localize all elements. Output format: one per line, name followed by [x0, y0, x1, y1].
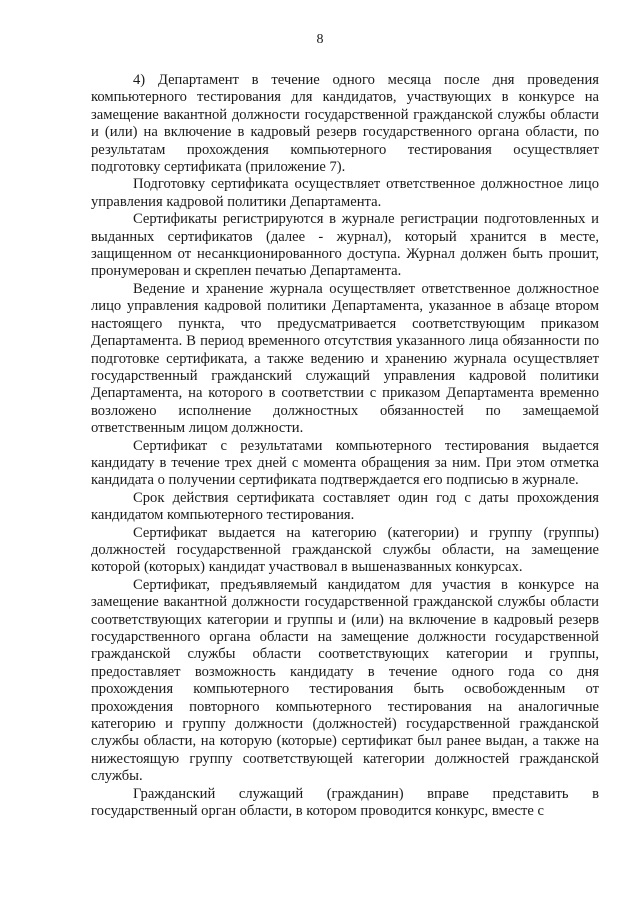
- paragraph-validity-period: Срок действия сертификата составляет один год с даты прохождения кандидатом компьютерного тестирования.: [91, 489, 599, 524]
- paragraph-certificate-registration: Сертификаты регистрируются в журнале регистрации подготовленных и выданных сертификатов (далее - журнал), который хранится в месте, защищенном от несанкционированного доступа. Журнал должен быть прошит, пронумерован и скреплен печатью Департамента.: [91, 211, 599, 280]
- paragraph-civil-servant-rights: Гражданский служащий (гражданин) вправе представить в государственный орган области, в котором проводится конкурс, вместе с: [91, 785, 599, 820]
- document-body: [91, 72, 599, 820]
- paragraph-item-4: 4) Департамент в течение одного месяца после дня проведения компьютерного тестирования для кандидатов, участвующих в конкурсе на замещение вакантной должности государственной гражданской службы области и (или) на включение в кадровый резерв государственного органа области, по результатам прохождения компьютерного тестирования осуществляет подготовку сертификата (приложение 7).: [91, 72, 599, 176]
- paragraph-journal-maintenance: Ведение и хранение журнала осуществляет ответственное должностное лицо управления кадровой политики Департамента, указанное в абзаце втором настоящего пункта, что предусматривается соответствующим приказом Департамента. В период временного отсутствия указанного лица обязанности по подготовке сертификата, а также ведению и хранению журнала осуществляет государственный гражданский служащий управления кадровой политики Департамента, на которого в соответствии с приказом Департамента временно возложено исполнение должностных обязанностей по замещаемой ответственным лицом должности.: [91, 280, 599, 437]
- paragraph-certificate-issuance: Сертификат с результатами компьютерного тестирования выдается кандидату в течение трех дней с момента обращения за ним. При этом отметка кандидата о получении сертификата подтверждается его подписью в журнале.: [91, 437, 599, 489]
- paragraph-certificate-scope: Сертификат выдается на категорию (категории) и группу (группы) должностей государственной гражданской службы области, на замещение которой (которых) кандидат участвовал в вышеназванных конкурсах.: [91, 524, 599, 576]
- paragraph-certificate-preparation: Подготовку сертификата осуществляет ответственное должностное лицо управления кадровой политики Департамента.: [91, 176, 599, 210]
- paragraph-certificate-benefit: Сертификат, предъявляемый кандидатом для участия в конкурсе на замещение вакантной должности государственной гражданской службы области соответствующих категории и группы и (или) на включение в кадровый резерв государственного органа области на замещение должности государственной гражданской службы области соответствующих категории и группы, предоставляет возможность кандидату в течение одного года со дня прохождения компьютерного тестирования быть освобожденным от прохождения повторного компьютерного тестирования на аналогичные категорию и группу должности (должностей) государственной гражданской службы области, на которую (которые) сертификат был ранее выдан, а также на нижестоящую группу соответствующей категории должностей гражданской службы.: [91, 576, 599, 785]
- page-number: 8: [316, 32, 324, 47]
